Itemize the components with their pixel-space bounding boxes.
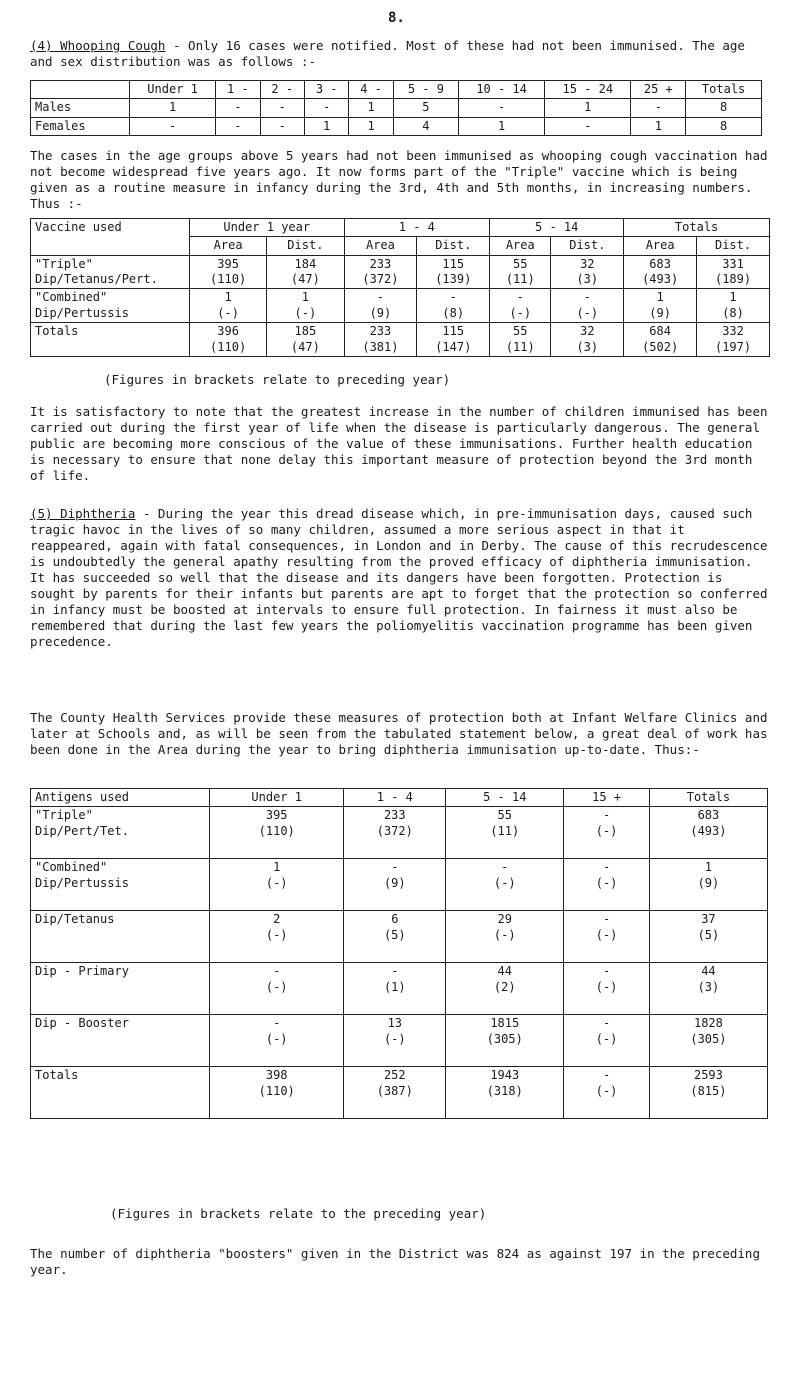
current-value: 233 (383, 808, 406, 823)
group-under-1: Under 1 year (190, 219, 345, 237)
table-row (31, 255, 770, 289)
current-value: 2 (273, 912, 281, 927)
current-value: 684 (649, 324, 671, 339)
current-value: 683 (649, 256, 671, 271)
previous-year-value: (-) (595, 927, 618, 942)
table-cell (344, 289, 417, 323)
table-header-row (31, 219, 770, 237)
previous-year-value: (1) (383, 979, 406, 994)
table-header-row (31, 81, 762, 99)
row-label-line1: Dip - Primary (35, 964, 129, 979)
table-cell: 4 (393, 117, 458, 135)
table-cell: 8 (686, 117, 762, 135)
current-value: - (376, 290, 385, 305)
subheader-area: Area (344, 237, 417, 255)
table-cell (417, 289, 490, 323)
table-cell (649, 807, 767, 859)
previous-year-value: (47) (290, 339, 320, 354)
row-label-line1: Totals (35, 324, 79, 339)
table-cell: 1 (349, 99, 393, 117)
table-cell (649, 1015, 767, 1067)
current-value: 331 (722, 256, 744, 271)
table-cell: 1 (349, 117, 393, 135)
table-row (31, 289, 770, 323)
table-header-row (31, 789, 768, 807)
row-label (31, 289, 190, 323)
row-label-line1: "Triple" (35, 256, 93, 271)
whooping-cough-heading: (4) Whooping Cough (30, 38, 166, 53)
previous-year-value: (139) (435, 272, 472, 287)
table-cell (551, 323, 624, 357)
table-cell (344, 859, 446, 911)
current-value: - (602, 808, 611, 823)
table-cell (624, 289, 697, 323)
row-label-line1: "Combined" (35, 860, 108, 875)
current-value: - (273, 1016, 281, 1031)
current-value: 396 (217, 324, 239, 339)
antigen-table-note: (Figures in brackets relate to the preceding year) (110, 1206, 487, 1221)
whooping-age-sex-table (30, 80, 762, 136)
row-label (31, 859, 210, 911)
current-value: - (602, 912, 611, 927)
previous-year-value: (502) (642, 339, 679, 354)
previous-year-value: (11) (505, 272, 535, 287)
table-cell (564, 807, 650, 859)
table-cell (446, 911, 564, 963)
table-cell (267, 323, 344, 357)
previous-year-value: (-) (595, 1083, 618, 1098)
current-value: - (391, 860, 399, 875)
previous-year-value: (3) (576, 339, 599, 354)
whooping-cough-text: - Only 16 cases were notified. Most of these had not been immunised. The age and sex distribution was as follows :- (30, 38, 745, 69)
table-cell (417, 255, 490, 289)
current-value: 2593 (693, 1068, 723, 1083)
previous-year-value: (11) (505, 339, 535, 354)
table-cell (697, 289, 770, 323)
group-5-14: 5 - 14 (490, 219, 624, 237)
diphtheria-text: - During the year this dread disease which, in pre-immunisation days, caused such tragic havoc in the lives of so many children, assumed a more serious aspect in that it reappeared, again with fatal consequences, in London and in Derby. The cause of this recrudescence is undoubtedly the general apathy resulting from the proved efficacy of diphtheria immunisation. It has succeeded so well that the disease and its dangers have been forgotten. Protection is sought by parents for their infants but parents are apt to forget that the protection so conferred in infancy must be boosted at intervals to ensure full protection. In fairness it must also be remembered that during the last few years the poliomyelitis vaccination programme has been given precedence. (30, 506, 768, 649)
current-value: 252 (383, 1068, 406, 1083)
current-value: 115 (442, 324, 465, 339)
table-cell (564, 963, 650, 1015)
satisfactory-paragraph: It is satisfactory to note that the greatest increase in the number of children immunised has been carried out during the first year of life when the disease is particularly dangerous. The general public are becoming more conscious of the value of these immunisations. Further health education is necessary to ensure that none delay this important measure of protection beyond the 3rd month of life. (30, 404, 768, 483)
current-value: 32 (580, 324, 595, 339)
current-value: 1943 (490, 1068, 520, 1083)
subheader-dist: Dist. (551, 237, 624, 255)
current-value: 395 (217, 256, 239, 271)
table-cell (649, 963, 767, 1015)
table-cell: 1 (304, 117, 348, 135)
previous-year-value: (147) (435, 339, 472, 354)
current-value: 32 (580, 256, 595, 271)
current-value: 398 (265, 1068, 288, 1083)
subheader-area: Area (490, 237, 551, 255)
col-header: 2 - (260, 81, 304, 99)
table-cell (564, 911, 650, 963)
current-value: 29 (497, 912, 512, 927)
group-1-4: 1 - 4 (344, 219, 490, 237)
table-cell (344, 807, 446, 859)
vaccine-table-note: (Figures in brackets relate to preceding year) (104, 372, 451, 387)
current-value: 44 (497, 964, 512, 979)
previous-year-value: (-) (265, 979, 288, 994)
previous-year-value: (197) (714, 339, 752, 354)
row-label-line1: "Triple" (35, 808, 93, 823)
current-value: 115 (442, 256, 465, 271)
county-services-paragraph: The County Health Services provide these measures of protection both at Infant Welfare Clinics and later at Schools and, as will be seen from the tabulated statement below, a great deal of work has been done in the Area during the year to bring diphtheria immunisation up-to-date. Thus:- (30, 710, 768, 757)
previous-year-value: (-) (509, 305, 532, 320)
col-header: 1 - (216, 81, 260, 99)
table-cell (446, 963, 564, 1015)
previous-year-value: (5) (697, 927, 720, 942)
row-label: Females (31, 117, 130, 135)
table-cell (551, 289, 624, 323)
table-cell (190, 289, 267, 323)
previous-year-value: (-) (595, 823, 618, 838)
subheader-dist: Dist. (697, 237, 770, 255)
table-row (31, 807, 768, 859)
previous-year-value: (9) (369, 305, 392, 320)
previous-year-value: (493) (690, 823, 727, 838)
table-cell (446, 1015, 564, 1067)
previous-year-value: (9) (383, 875, 406, 890)
table-cell (490, 289, 551, 323)
table-cell: 1 (545, 99, 631, 117)
page-number: 8. (388, 10, 405, 26)
row-label-line1: Totals (35, 1068, 79, 1083)
table-cell (446, 1067, 564, 1119)
table-cell (267, 289, 344, 323)
current-value: - (391, 964, 399, 979)
current-value: 1815 (490, 1016, 520, 1031)
table-cell (190, 255, 267, 289)
current-value: - (602, 964, 611, 979)
table-cell (210, 807, 344, 859)
previous-year-value: (189) (714, 272, 752, 287)
current-value: 1 (704, 860, 713, 875)
current-value: - (583, 290, 591, 305)
current-value: - (516, 290, 524, 305)
previous-year-value: (3) (576, 272, 599, 287)
previous-year-value: (8) (442, 305, 465, 320)
previous-year-value: (-) (493, 875, 516, 890)
table-cell: - (216, 99, 260, 117)
col-header: Antigens used (31, 789, 210, 807)
previous-year-value: (372) (362, 272, 399, 287)
col-header: 10 - 14 (459, 81, 545, 99)
table-cell: 8 (686, 99, 762, 117)
previous-year-value: (-) (265, 875, 288, 890)
current-value: 184 (294, 256, 317, 271)
row-label-line2: Dip/Pert/Tet. (35, 823, 129, 838)
previous-year-value: (110) (210, 339, 247, 354)
current-value: 13 (387, 1016, 403, 1031)
previous-year-value: (-) (294, 305, 317, 320)
previous-year-value: (815) (690, 1083, 727, 1098)
table-cell (344, 255, 417, 289)
col-header: 1 - 4 (344, 789, 446, 807)
table-cell (624, 323, 697, 357)
current-value: 1 (729, 290, 737, 305)
col-header: 5 - 14 (446, 789, 564, 807)
previous-year-value: (2) (493, 979, 516, 994)
previous-year-value: (-) (576, 305, 599, 320)
current-value: 233 (369, 324, 392, 339)
row-label (31, 963, 210, 1015)
current-value: - (602, 1016, 611, 1031)
whooping-vaccination-paragraph: The cases in the age groups above 5 years had not been immunised as whooping cough vaccination had not become widespread five years ago. It now forms part of the "Triple" vaccine which is being given as a routine measure in infancy during the 3rd, 4th and 5th months, in increasing numbers. Thus :- (30, 148, 768, 211)
table-row (31, 911, 768, 963)
row-label: Males (31, 99, 130, 117)
col-header: Totals (649, 789, 767, 807)
diphtheria-heading: (5) Diphtheria (30, 506, 136, 521)
table-cell (490, 323, 551, 357)
table-cell (649, 859, 767, 911)
current-value: 44 (701, 964, 716, 979)
table-row (31, 1067, 768, 1119)
subheader-area: Area (624, 237, 697, 255)
table-cell (446, 807, 564, 859)
previous-year-value: (8) (722, 305, 744, 320)
table-row (31, 859, 768, 911)
col-header: 5 - 9 (393, 81, 458, 99)
table-cell: - (260, 117, 304, 135)
previous-year-value: (9) (697, 875, 720, 890)
previous-year-value: (110) (258, 823, 295, 838)
row-label-line2: Dip/Pertussis (35, 305, 129, 320)
diphtheria-paragraph (30, 506, 774, 650)
col-header: 3 - (304, 81, 348, 99)
previous-year-value: (9) (649, 305, 671, 320)
table-cell: 1 (459, 117, 545, 135)
subheader-dist: Dist. (267, 237, 344, 255)
row-label-line1: "Combined" (35, 290, 108, 305)
current-value: 55 (513, 324, 528, 339)
col-header: 25 + (631, 81, 686, 99)
table-cell (564, 859, 650, 911)
table-cell (344, 963, 446, 1015)
previous-year-value: (-) (265, 927, 288, 942)
antigens-used-table (30, 788, 768, 1119)
table-row (31, 323, 770, 357)
current-value: 37 (701, 912, 716, 927)
col-header: Totals (686, 81, 762, 99)
table-cell: - (459, 99, 545, 117)
col-header: Under 1 (210, 789, 344, 807)
table-cell (697, 255, 770, 289)
table-cell (649, 1067, 767, 1119)
row-label-line1: Dip - Booster (35, 1016, 129, 1031)
current-value: 6 (391, 912, 399, 927)
row-label (31, 255, 190, 289)
current-value: 185 (294, 324, 317, 339)
table-cell (210, 1015, 344, 1067)
table-cell: - (545, 117, 631, 135)
table-cell (344, 1067, 446, 1119)
row-label (31, 1067, 210, 1119)
row-label (31, 911, 210, 963)
whooping-cough-intro (30, 38, 774, 70)
table-cell (446, 859, 564, 911)
col-header: 4 - (349, 81, 393, 99)
current-value: - (501, 860, 509, 875)
subheader-area: Area (190, 237, 267, 255)
row-label (31, 323, 190, 357)
previous-year-value: (11) (490, 823, 520, 838)
previous-year-value: (-) (217, 305, 239, 320)
previous-year-value: (5) (383, 927, 406, 942)
previous-year-value: (110) (258, 1083, 295, 1098)
table-cell (344, 323, 417, 357)
table-cell: - (304, 99, 348, 117)
table-cell (564, 1067, 650, 1119)
table-cell (564, 1015, 650, 1067)
table-cell (551, 255, 624, 289)
table-cell: - (631, 99, 686, 117)
row-label (31, 1015, 210, 1067)
table-cell: 1 (130, 99, 216, 117)
current-value: 1 (224, 290, 232, 305)
current-value: - (602, 860, 611, 875)
table-cell (697, 323, 770, 357)
table-cell (210, 911, 344, 963)
previous-year-value: (-) (265, 1031, 288, 1046)
table-row (31, 117, 762, 135)
row-label-line2: Dip/Pertussis (35, 875, 129, 890)
previous-year-value: (-) (595, 875, 618, 890)
current-value: 1 (301, 290, 309, 305)
previous-year-value: (47) (290, 272, 320, 287)
col-header: Under 1 (130, 81, 216, 99)
current-value: 55 (513, 256, 528, 271)
group-totals: Totals (624, 219, 770, 237)
table-cell (490, 255, 551, 289)
table-cell (210, 963, 344, 1015)
current-value: 332 (722, 324, 744, 339)
table-row (31, 1015, 768, 1067)
table-cell: - (216, 117, 260, 135)
col-vaccine-used: Vaccine used (31, 219, 190, 256)
current-value: 1 (656, 290, 664, 305)
table-cell (344, 911, 446, 963)
previous-year-value: (305) (486, 1031, 523, 1046)
table-cell: 1 (631, 117, 686, 135)
boosters-paragraph: The number of diphtheria "boosters" given in the District was 824 as against 197 in the preceding year. (30, 1246, 760, 1277)
table-cell: 5 (393, 99, 458, 117)
previous-year-value: (387) (376, 1083, 413, 1098)
previous-year-value: (305) (690, 1031, 727, 1046)
col-header: 15 + (564, 789, 650, 807)
row-label-line2: Dip/Tetanus/Pert. (35, 272, 158, 287)
previous-year-value: (-) (595, 1031, 618, 1046)
vaccine-used-table (30, 218, 770, 357)
previous-year-value: (-) (595, 979, 618, 994)
current-value: 395 (265, 808, 288, 823)
table-cell (210, 859, 344, 911)
col-header (31, 81, 130, 99)
table-cell (417, 323, 490, 357)
current-value: - (602, 1068, 611, 1083)
row-label (31, 807, 210, 859)
table-cell: - (130, 117, 216, 135)
previous-year-value: (-) (383, 1031, 406, 1046)
current-value: - (449, 290, 457, 305)
table-cell (344, 1015, 446, 1067)
current-value: 55 (497, 808, 512, 823)
table-cell (190, 323, 267, 357)
current-value: - (273, 964, 281, 979)
col-header: 15 - 24 (545, 81, 631, 99)
current-value: 233 (369, 256, 392, 271)
table-cell (210, 1067, 344, 1119)
table-cell (624, 255, 697, 289)
current-value: 1 (273, 860, 281, 875)
current-value: 1828 (693, 1016, 723, 1031)
previous-year-value: (493) (642, 272, 679, 287)
table-cell: - (260, 99, 304, 117)
subheader-dist: Dist. (417, 237, 490, 255)
current-value: 683 (697, 808, 720, 823)
previous-year-value: (3) (697, 979, 720, 994)
table-cell (649, 911, 767, 963)
table-row (31, 99, 762, 117)
previous-year-value: (-) (493, 927, 516, 942)
previous-year-value: (372) (376, 823, 413, 838)
previous-year-value: (318) (486, 1083, 523, 1098)
row-label-line1: Dip/Tetanus (35, 912, 115, 927)
table-row (31, 963, 768, 1015)
previous-year-value: (110) (210, 272, 247, 287)
previous-year-value: (381) (362, 339, 399, 354)
table-cell (267, 255, 344, 289)
